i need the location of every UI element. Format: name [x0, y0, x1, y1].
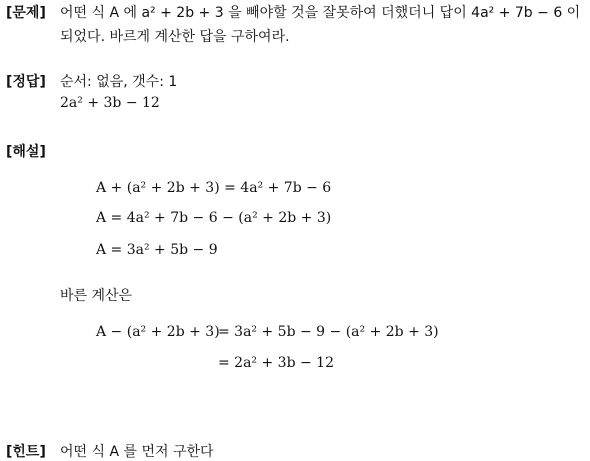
answer-order-count: 순서: 없음, 갯수: 1: [60, 74, 178, 90]
hint-label: [힌트]: [6, 444, 46, 460]
explanation-equation-1: A + (a² + 2b + 3) = 4a² + 7b − 6: [96, 180, 332, 196]
explanation-equation-5: = 2a² + 3b − 12: [218, 355, 334, 371]
hint-text: 어떤 식 A 를 먼저 구한다: [60, 444, 214, 460]
explanation-equation-4-rhs: = 3a² + 5b − 9 − (a² + 2b + 3): [218, 324, 439, 340]
explanation-label: [해설]: [6, 144, 46, 160]
problem-text-line-2: 되었다. 바르게 계산한 답을 구하여라.: [60, 29, 290, 45]
explanation-text: 바른 계산은: [60, 288, 133, 304]
answer-label: [정답]: [6, 74, 46, 90]
problem-label: [문제]: [6, 5, 46, 21]
explanation-equation-2: A = 4a² + 7b − 6 − (a² + 2b + 3): [96, 210, 332, 226]
problem-text-line-1: 어떤 식 A 에 a² + 2b + 3 을 빼야할 것을 잘못하여 더했더니 답이 4a² + 7b − 6 이: [60, 5, 581, 21]
explanation-equation-4-lhs: A − (a² + 2b + 3): [96, 324, 220, 340]
answer-expression: 2a² + 3b − 12: [60, 95, 160, 111]
explanation-equation-3: A = 3a² + 5b − 9: [96, 242, 218, 258]
